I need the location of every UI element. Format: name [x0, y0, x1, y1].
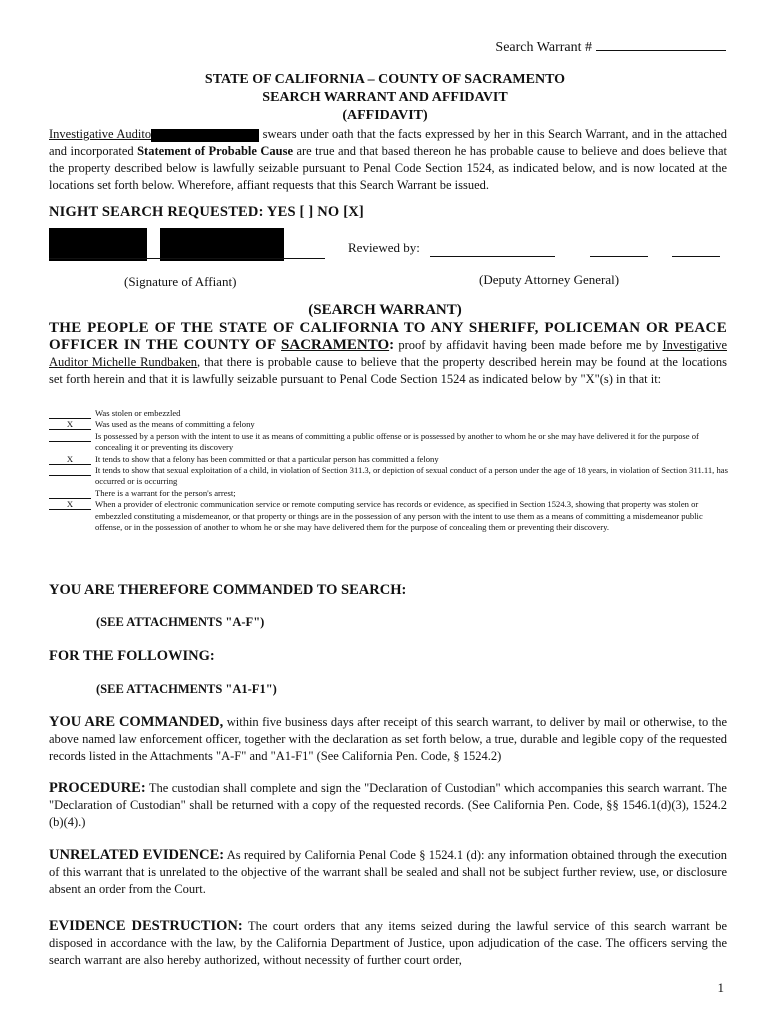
header-line-3: (AFFIDAVIT) — [342, 108, 428, 123]
ground-text: Was used as the means of committing a felony — [95, 419, 255, 430]
reviewer-signature-line — [430, 256, 555, 257]
ground-checkbox: X — [49, 419, 91, 430]
ground-text: Was stolen or embezzled — [95, 408, 181, 418]
commanded-search-attachment: (SEE ATTACHMENTS "A-F") — [96, 615, 265, 629]
affidavit-paragraph — [49, 126, 727, 194]
unrelated-evidence-paragraph — [49, 847, 727, 898]
commanded-text: within five business days after receipt of this search warrant, to deliver by mail or otherwise, to the above named law enforcement officer, together with the declaration as set forth below, a true, durable and legible copy of the requested records listed in the Attachments "A-F" and "A1-F1" (See California Pen. Code, § 1524.2) — [49, 715, 727, 763]
ground-item — [49, 454, 729, 465]
warrant-paragraph — [49, 320, 727, 388]
header-line-1: STATE OF CALIFORNIA – COUNTY OF SACRAMENTO — [204, 72, 566, 87]
ground-checkbox — [49, 488, 91, 499]
commanded-paragraph — [49, 714, 727, 765]
ground-item — [49, 465, 729, 488]
procedure-text: The custodian shall complete and sign the "Declaration of Custodian" which accompanies this search warrant. The "Declaration of Custodian" shall be returned with a copy of the requested records. (See California Pen. Code, §§ 1546.1(d)(3), 1524.2 (b)(4).) — [49, 781, 727, 829]
page-number: 1 — [717, 980, 724, 995]
warrant-title: (SEARCH WARRANT) — [308, 302, 462, 318]
grounds-list — [49, 408, 729, 533]
evidence-destruction-paragraph — [49, 918, 727, 969]
ground-checkbox — [49, 431, 91, 442]
reviewed-by-label: Reviewed by: — [348, 240, 420, 255]
ground-text: When a provider of electronic communication service or remote computing service has records or evidence, as specified in Section 1524.3, showing that property was stolen or embezzled constituting a misdemeanor, or that property or things are in the possession of any person with the intent to use them as a means of committing a misdemeanor public offense, or in the possession of another to whom he or she may have delivered them for the purpose of concealing them or preventing their discovery. — [95, 499, 703, 533]
destruction-text: The court orders that any items seized during the lawful service of this search warrant be disposed in accordance with the law, by the California Department of Justice, upon adjudication of the case. The officers serving the search warrant are also hereby authorized, without necessity of further court order, — [49, 919, 727, 967]
redaction-box — [151, 129, 259, 142]
procedure-paragraph — [49, 780, 727, 831]
warrant-number — [495, 38, 726, 56]
dag-caption: (Deputy Attorney General) — [479, 272, 620, 287]
warrant-number-blank — [596, 38, 726, 51]
procedure-lead: PROCEDURE: — [49, 780, 146, 796]
affidavit-text-2: are true and that based thereon he has probable cause to believe and does believe that the property described below is lawfully seizable pursuant to Penal Code Section 1524, as indicated below, and is now located at the locations set forth below. Wherefore, affiant requests that this Search Warrant be issued. — [49, 144, 727, 192]
ground-text: It tends to show that sexual exploitation of a child, in violation of Section 311.3, or depiction of sexual conduct of a person under the age of 18 years, in violation of Section 311.11, has occurred or is occurring — [95, 465, 728, 487]
unrelated-lead: UNRELATED EVIDENCE: — [49, 847, 225, 863]
unrelated-text: As required by California Penal Code § 1524.1 (d): any information obtained through the execution of this warrant that is unrelated to the objective of the warrant shall be sealed and shall not be subject further review, use, or disclosure absent an order from the Court. — [49, 848, 727, 896]
ground-checkbox: X — [49, 454, 91, 465]
affiant-signature-caption: (Signature of Affiant) — [124, 274, 237, 289]
affidavit-text-1: swears under oath that the facts expressed by her in this Search Warrant, and in the attached and incorporated — [49, 127, 727, 158]
ground-text: There is a warrant for the person's arrest; — [95, 487, 236, 498]
affiant-signature-line — [49, 258, 325, 259]
commanded-search-heading: YOU ARE THEREFORE COMMANDED TO SEARCH: — [49, 582, 407, 598]
warrant-text-1: proof by affidavit having been made before me by — [394, 338, 663, 352]
ground-text: Is possessed by a person with the intent to use it as means of committing a public offense or is possessed by another to whom he or she may have delivered it for the purpose of concealing it or preventing its discovery — [95, 430, 699, 453]
ground-checkbox — [49, 408, 91, 419]
for-following-heading: FOR THE FOLLOWING: — [49, 648, 215, 664]
ground-item — [49, 419, 729, 430]
redaction-signature-1 — [49, 228, 147, 261]
for-following-attachment: (SEE ATTACHMENTS "A1-F1") — [96, 682, 277, 696]
ground-item — [49, 408, 729, 419]
warrant-colon: : — [389, 337, 395, 353]
ground-checkbox: X — [49, 499, 91, 510]
commanded-lead: YOU ARE COMMANDED, — [49, 714, 224, 730]
warrant-lead: THE PEOPLE OF THE STATE OF CALIFORNIA TO ANY SHERIFF, POLICEMAN OR PEACE OFFICER IN THE COUNTY OF — [49, 320, 727, 353]
destruction-lead: EVIDENCE DESTRUCTION: — [49, 918, 243, 934]
redaction-signature-2 — [160, 228, 284, 261]
ground-item — [49, 499, 729, 533]
ground-text: It tends to show that a felony has been committed or that a particular person has committed a felony — [95, 453, 439, 464]
ground-item — [49, 488, 729, 499]
reviewer-line-2 — [590, 256, 648, 257]
probable-cause-phrase: Statement of Probable Cause — [137, 144, 293, 158]
officer-name: Investigative Auditor Michelle Rundbaken — [49, 338, 728, 369]
warrant-number-label: Search Warrant # — [495, 40, 592, 55]
affiant-title: Investigative Audito — [49, 127, 152, 141]
ground-checkbox — [49, 465, 91, 476]
reviewer-line-3 — [672, 256, 720, 257]
county-name: SACRAMENTO — [281, 337, 390, 353]
header-line-2: SEARCH WARRANT AND AFFIDAVIT — [262, 90, 508, 105]
ground-item — [49, 431, 729, 454]
night-search-request: NIGHT SEARCH REQUESTED: YES [ ] NO [X] — [49, 204, 364, 220]
warrant-text-2: , that there is probable cause to believe that the property described herein may be found at the locations set forth herein and that it is lawfully seizable pursuant to Penal Code Section 1524 as indicated below by "X"(s) in that it: — [49, 355, 728, 386]
